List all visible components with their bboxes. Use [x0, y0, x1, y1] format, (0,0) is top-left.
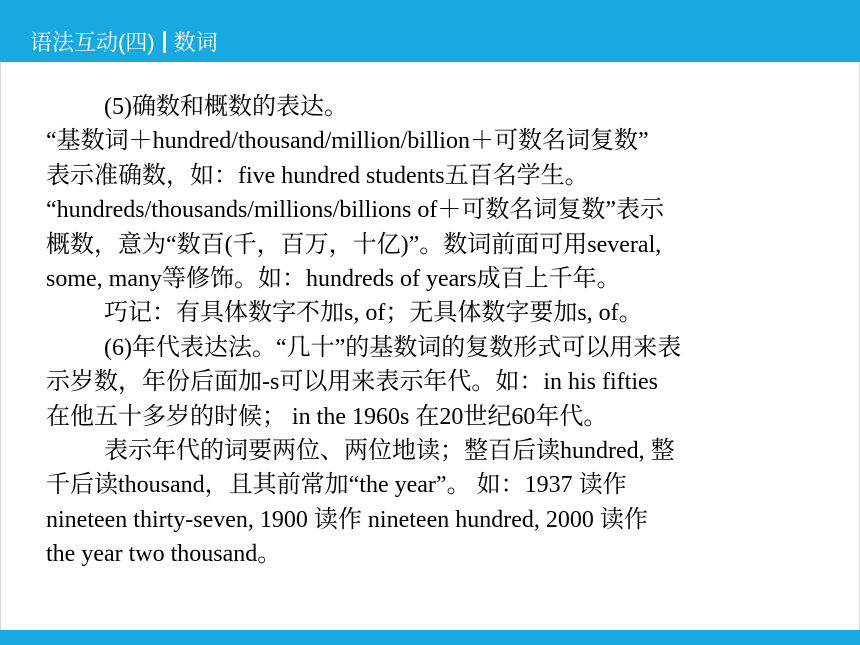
text-line: “hundreds/thousands/millions/billions of＋可数名词复数”表示 [46, 197, 664, 224]
section-title: 语法互动(四) [30, 30, 155, 55]
text-line: (6)年代表达法。“几十”的基数词的复数形式可以用来表 [104, 334, 682, 361]
text-line: 表示年代的词要两位、两位地读；整百后读hundred, 整 [104, 437, 675, 464]
text-line: 概数，意为“数百(千，百万，十亿)”。数词前面可用several, [46, 231, 662, 258]
text-line: 巧记：有具体数字不加s, of；无具体数字要加s, of。 [104, 300, 643, 327]
topic-title: 数词 [173, 30, 218, 55]
text-line: “基数词＋hundred/thousand/million/billion＋可数名词复数” [46, 128, 649, 155]
header-title [30, 28, 218, 58]
text-line: 示岁数，年份后面加-s可以用来表示年代。如：in his fifties [46, 369, 658, 396]
text-line: 表示准确数，如：five hundred students五百名学生。 [46, 162, 589, 189]
footer-bar [0, 630, 860, 645]
text-line: 千后读thousand，且其前常加“the year”。 如：1937 读作 [46, 472, 627, 499]
text-line: some, many等修饰。如：hundreds of years成百上千年。 [46, 265, 621, 292]
header-bar [0, 0, 860, 62]
text-line: nineteen thirty-seven, 1900 读作 nineteen hundred, 2000 读作 [46, 506, 648, 533]
text-line: the year two thousand。 [46, 541, 282, 568]
text-line: 在他五十多岁的时候； in the 1960s 在20世纪60年代。 [46, 403, 608, 430]
text-line: (5)确数和概数的表达。 [104, 94, 348, 120]
title-separator [163, 31, 166, 53]
body-text [46, 90, 806, 571]
